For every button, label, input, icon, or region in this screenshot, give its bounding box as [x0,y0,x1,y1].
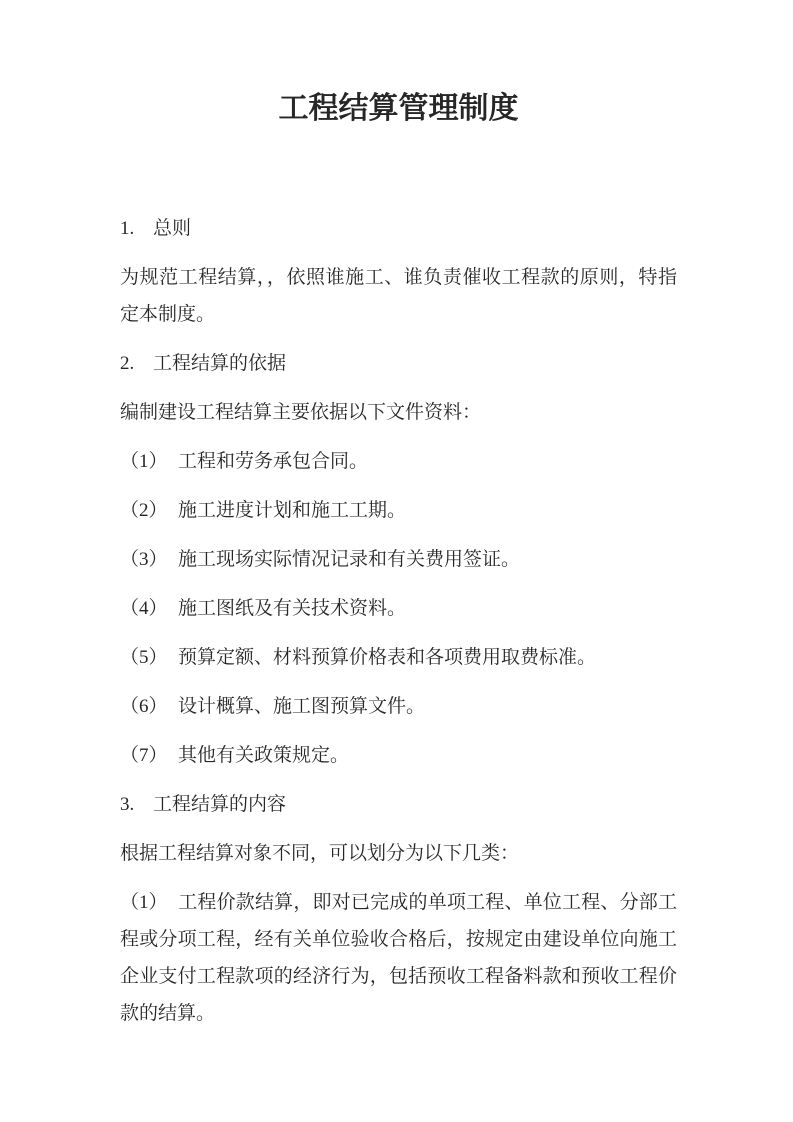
list-item-1 [120,443,677,480]
list-item-label: （1） [120,892,168,913]
paragraph: 根据工程结算对象不同，可以划分为以下几类： [120,843,520,864]
section-number: 1. [120,218,135,239]
document-title: 工程结算管理制度 [278,92,519,125]
section-heading-text: 工程结算的内容 [153,794,287,815]
list-item-label: （6） [120,696,168,717]
list-item-text: 工程价款结算，即对已完成的单项工程、单位工程、分部工程或分项工程，经有关单位验收合格后，按规定由建设单位向施工企业支付工程款项的经济行为，包括预收工程备料款和预收工程价款的结算。 [120,892,677,1024]
section-number: 2. [120,353,135,374]
section-heading-text: 总则 [153,218,192,239]
list-item-text: 施工进度计划和施工工期。 [178,500,407,521]
section-heading-2 [120,345,677,382]
list-item-text: 施工现场实际情况记录和有关费用签证。 [178,549,521,570]
list-item-label: （5） [120,647,168,668]
list-item-label: （2） [120,500,168,521]
list-item-text: 施工图纸及有关技术资料。 [178,598,407,619]
section-heading-1 [120,210,677,247]
section-heading-text: 工程结算的依据 [153,353,287,374]
list-item-text: 预算定额、材料预算价格表和各项费用取费标准。 [178,647,597,668]
list-item-6 [120,688,677,725]
list-item-2 [120,492,677,529]
document-body [120,0,677,1044]
list-item-3 [120,541,677,578]
list-item-content-1 [120,884,677,1032]
section-number: 3. [120,794,135,815]
list-item-4 [120,590,677,627]
list-item-text: 设计概算、施工图预算文件。 [178,696,426,717]
list-item-label: （7） [120,745,168,766]
list-item-text: 其他有关政策规定。 [178,745,350,766]
section-heading-3 [120,786,677,823]
list-item-label: （3） [120,549,168,570]
paragraph: 为规范工程结算，，依照谁施工、谁负责催收工程款的原则，特指定本制度。 [120,267,677,325]
list-item-label: （1） [120,451,168,472]
list-item-text: 工程和劳务承包合同。 [178,451,369,472]
list-item-label: （4） [120,598,168,619]
paragraph: 编制建设工程结算主要依据以下文件资料： [120,402,482,423]
list-item-7 [120,737,677,774]
list-item-5 [120,639,677,676]
